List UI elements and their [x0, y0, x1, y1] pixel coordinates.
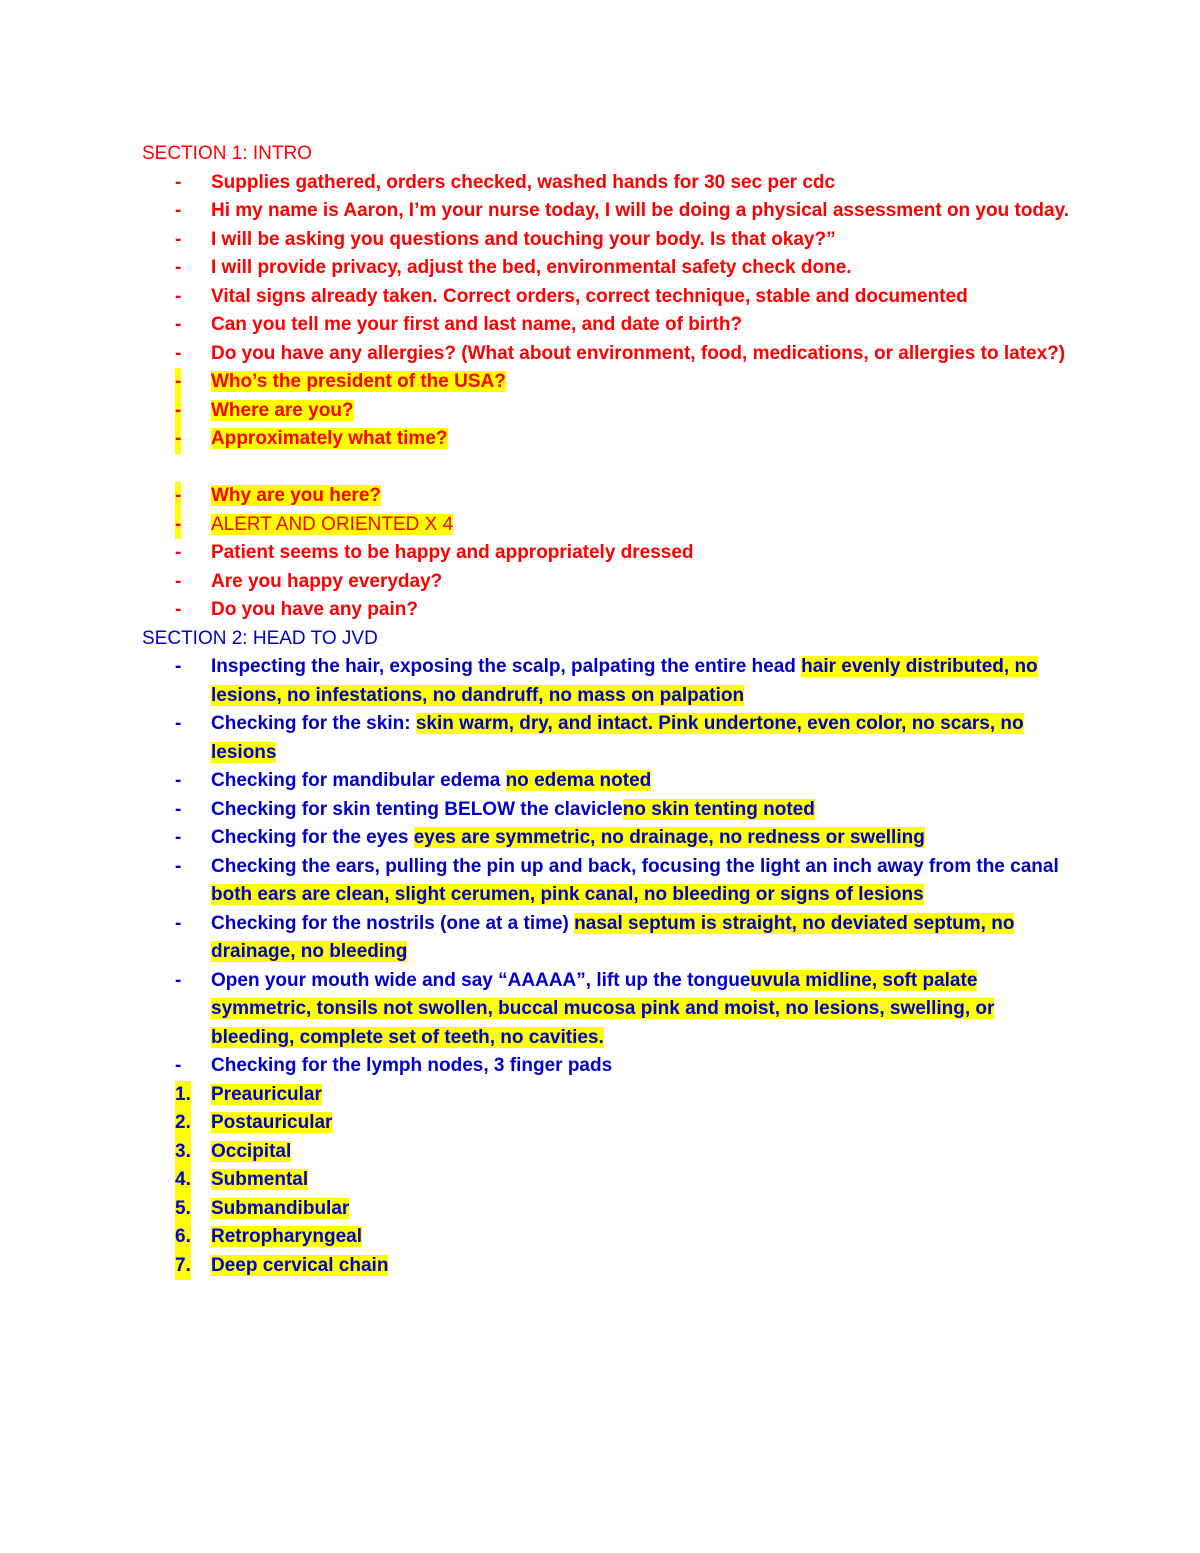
list-item	[142, 169, 1082, 198]
item-finding: uvula midline, soft palate symmetric, tonsils not swollen, buccal mucosa pink and moist, no lesions, swelling, or bleeding, complete set of teeth, no cavities.	[211, 969, 995, 1048]
item-text: I will provide privacy, adjust the bed, environmental safety check done.	[211, 257, 852, 278]
list-item	[142, 767, 1082, 796]
list-item	[142, 568, 1082, 597]
bullet-dash: -	[175, 228, 182, 250]
item-text: Vital signs already taken. Correct orders, correct technique, stable and documented	[211, 285, 968, 307]
section-2-heading: SECTION 2: HEAD TO JVD	[142, 627, 378, 649]
list-item	[142, 197, 1082, 226]
list-item	[142, 283, 1082, 312]
list-item	[142, 397, 1082, 426]
numbered-item	[142, 1166, 1082, 1195]
list-item	[142, 796, 1082, 825]
item-number: 5.	[175, 1195, 191, 1224]
list-item	[142, 254, 1082, 283]
list-item	[142, 710, 1082, 767]
item-finding: no edema noted	[505, 770, 652, 791]
item-text: Can you tell me your first and last name, and date of birth?	[211, 314, 743, 335]
item-action: Checking for mandibular edema	[211, 770, 506, 791]
item-action: Inspecting the hair, exposing the scalp, palpating the entire head	[211, 656, 802, 677]
item-finding: eyes are symmetric, no drainage, no redness or swelling	[413, 827, 925, 848]
item-action: Open your mouth wide and say “AAAAA”, lift up the tongue	[211, 969, 751, 991]
list-item	[142, 824, 1082, 853]
item-text: Patient seems to be happy and appropriately dressed	[211, 542, 694, 563]
item-text: Hi my name is Aaron, I’m your nurse today, I will be doing a physical assessment on you today.	[211, 200, 1070, 221]
section-1-heading: SECTION 1: INTRO	[142, 143, 312, 164]
bullet-dash: -	[175, 969, 182, 991]
item-action: Checking for the eyes	[211, 827, 414, 848]
item-text: Approximately what time?	[211, 428, 448, 449]
numbered-item	[142, 1109, 1082, 1138]
list-item	[142, 539, 1082, 568]
item-action: Checking the ears, pulling the pin up and back, focusing the light an inch away from the canal	[211, 855, 1059, 877]
list-item	[142, 910, 1082, 967]
bullet-dash: -	[175, 855, 182, 877]
bullet-dash: -	[175, 314, 182, 335]
item-finding: no skin tenting noted	[622, 798, 815, 820]
bullet-dash: -	[175, 656, 182, 677]
bullet-dash: -	[175, 912, 182, 934]
item-text: Do you have any allergies? (What about environment, food, medications, or allergies to latex?)	[211, 342, 1066, 364]
item-text: Occipital	[211, 1140, 292, 1162]
list-item	[142, 853, 1082, 910]
list-item	[142, 425, 1082, 454]
list-item	[142, 653, 1082, 710]
bullet-dash: -	[175, 511, 181, 540]
list-item	[142, 1052, 1082, 1081]
blank-line	[142, 454, 1082, 483]
item-action: Checking for skin tenting BELOW the clavicle	[211, 798, 623, 820]
bullet-dash: -	[175, 798, 182, 820]
item-text: Supplies gathered, orders checked, washed hands for 30 sec per cdc	[211, 171, 836, 193]
item-text: Retropharyngeal	[211, 1226, 362, 1247]
bullet-dash: -	[175, 171, 182, 193]
item-text: Submental	[211, 1169, 309, 1190]
item-text: Why are you here?	[211, 485, 381, 506]
list-item	[142, 340, 1082, 369]
item-number: 6.	[175, 1223, 191, 1252]
item-finding: skin warm, dry, and intact. Pink undertone, even color, no scars, no lesions	[211, 713, 1024, 763]
item-finding: nasal septum is straight, no deviated septum, no drainage, no bleeding	[211, 912, 1015, 962]
item-text: Do you have any pain?	[211, 599, 418, 620]
item-finding: hair evenly distributed, no lesions, no infestations, no dandruff, no mass on palpation	[211, 656, 1038, 706]
section-1-list	[142, 169, 1082, 625]
list-item	[142, 311, 1082, 340]
list-item	[142, 967, 1082, 1053]
item-text: Postauricular	[211, 1112, 333, 1133]
item-number: 3.	[175, 1138, 191, 1167]
bullet-dash: -	[175, 770, 182, 791]
section-2-list	[142, 653, 1082, 1081]
bullet-dash: -	[175, 397, 181, 426]
document-page	[142, 140, 1082, 1280]
list-item	[142, 226, 1082, 255]
numbered-item	[142, 1081, 1082, 1110]
list-item	[142, 596, 1082, 625]
bullet-dash: -	[175, 425, 181, 454]
item-text: Who’s the president of the USA?	[211, 371, 506, 392]
item-action: Checking for the lymph nodes, 3 finger pads	[211, 1055, 613, 1076]
item-number: 1.	[175, 1081, 191, 1110]
lymph-node-list	[142, 1081, 1082, 1281]
bullet-dash: -	[175, 200, 182, 221]
numbered-item	[142, 1223, 1082, 1252]
item-number: 4.	[175, 1166, 191, 1195]
item-text: ALERT AND ORIENTED X 4	[211, 513, 454, 535]
numbered-item	[142, 1252, 1082, 1281]
item-text: Where are you?	[211, 399, 354, 421]
bullet-dash: -	[175, 827, 182, 848]
item-text: I will be asking you questions and touching your body. Is that okay?”	[211, 228, 836, 250]
numbered-item	[142, 1138, 1082, 1167]
bullet-dash: -	[175, 599, 182, 620]
bullet-dash: -	[175, 257, 182, 278]
item-text: Are you happy everyday?	[211, 570, 443, 592]
list-item	[142, 368, 1082, 397]
bullet-dash: -	[175, 368, 181, 397]
bullet-dash: -	[175, 713, 182, 734]
item-finding: both ears are clean, slight cerumen, pink canal, no bleeding or signs of lesions	[211, 884, 924, 905]
bullet-dash: -	[175, 1055, 182, 1076]
list-item	[142, 482, 1082, 511]
bullet-dash: -	[175, 482, 181, 511]
bullet-dash: -	[175, 570, 182, 592]
item-action: Checking for the nostrils (one at a time)	[211, 912, 575, 934]
item-number: 7.	[175, 1252, 191, 1281]
list-item	[142, 511, 1082, 540]
item-number: 2.	[175, 1109, 191, 1138]
item-text: Deep cervical chain	[211, 1254, 389, 1276]
bullet-dash: -	[175, 285, 182, 307]
bullet-dash: -	[175, 542, 182, 563]
numbered-item	[142, 1195, 1082, 1224]
item-text: Submandibular	[211, 1197, 350, 1219]
item-text: Preauricular	[211, 1083, 322, 1105]
item-action: Checking for the skin:	[211, 713, 416, 734]
bullet-dash: -	[175, 342, 182, 364]
